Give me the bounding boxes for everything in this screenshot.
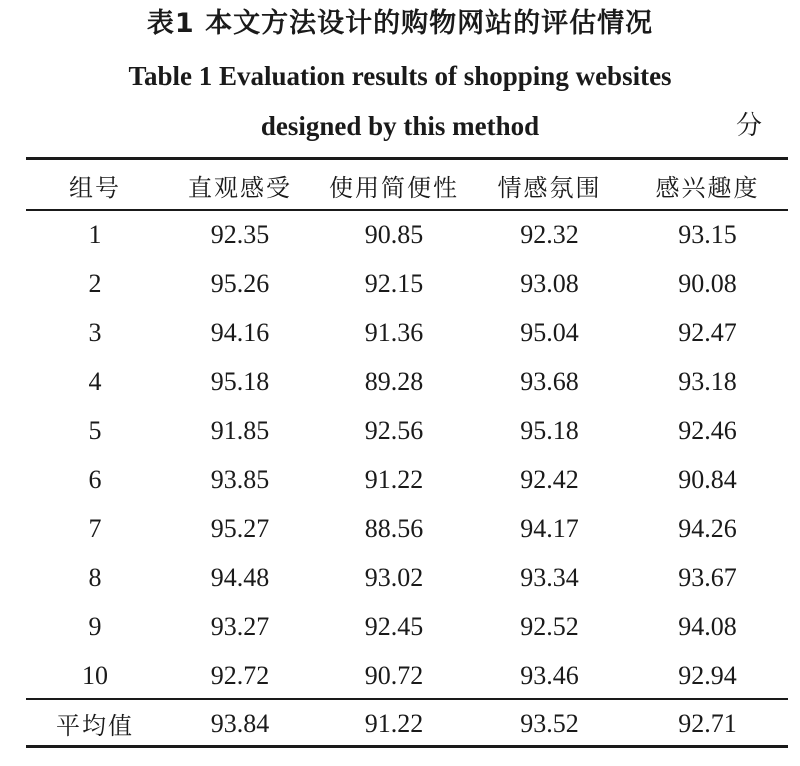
cell-ease: 92.56 bbox=[364, 415, 424, 445]
average-intuitive: 93.84 bbox=[210, 708, 270, 738]
cell-emotion: 93.68 bbox=[520, 366, 579, 396]
header-ease-of-use: 使用简便性 bbox=[329, 173, 459, 202]
cell-group: 6 bbox=[88, 464, 102, 494]
header-interest-level: 感兴趣度 bbox=[655, 173, 760, 202]
cell-ease: 92.45 bbox=[364, 611, 424, 641]
evaluation-table bbox=[26, 160, 788, 747]
cell-group: 7 bbox=[88, 513, 102, 543]
cell-emotion: 94.17 bbox=[520, 513, 579, 543]
cell-group: 1 bbox=[88, 219, 102, 249]
cell-interest: 94.26 bbox=[678, 513, 737, 543]
cell-group: 3 bbox=[88, 317, 102, 347]
table-row bbox=[26, 504, 788, 553]
table-title-chinese: 表1 本文方法设计的购物网站的评估情况 bbox=[146, 8, 654, 39]
cell-intuitive: 91.85 bbox=[210, 415, 270, 445]
cell-emotion: 95.04 bbox=[520, 317, 579, 347]
table-row bbox=[26, 406, 788, 455]
cell-intuitive: 93.27 bbox=[210, 611, 270, 641]
cell-ease: 90.72 bbox=[364, 660, 424, 690]
cell-ease: 89.28 bbox=[364, 366, 424, 396]
cell-emotion: 92.42 bbox=[520, 464, 579, 494]
cell-intuitive: 93.85 bbox=[210, 464, 270, 494]
cell-interest: 93.18 bbox=[678, 366, 737, 396]
cell-ease: 92.15 bbox=[364, 268, 424, 298]
header-row bbox=[26, 160, 788, 210]
cell-emotion: 93.08 bbox=[520, 268, 579, 298]
cell-ease: 88.56 bbox=[364, 513, 424, 543]
cell-interest: 92.46 bbox=[678, 415, 737, 445]
cell-emotion: 95.18 bbox=[520, 415, 579, 445]
cell-interest: 94.08 bbox=[678, 611, 737, 641]
cell-emotion: 93.46 bbox=[520, 660, 579, 690]
table-row bbox=[26, 308, 788, 357]
cell-intuitive: 95.18 bbox=[210, 366, 270, 396]
cell-group: 8 bbox=[88, 562, 102, 592]
cell-group: 10 bbox=[82, 660, 108, 690]
header-group-number: 组号 bbox=[69, 173, 121, 202]
cell-intuitive: 92.72 bbox=[210, 660, 270, 690]
average-label: 平均值 bbox=[56, 712, 134, 740]
cell-group: 5 bbox=[88, 415, 102, 445]
cell-intuitive: 94.48 bbox=[210, 562, 270, 592]
table-title-english-line1: Table 1 Evaluation results of shopping websites bbox=[128, 61, 672, 91]
average-interest: 92.71 bbox=[678, 708, 737, 738]
cell-group: 2 bbox=[88, 268, 102, 298]
cell-group: 4 bbox=[88, 366, 102, 396]
table-row bbox=[26, 553, 788, 602]
cell-emotion: 92.52 bbox=[520, 611, 579, 641]
header-emotional-atmosphere: 情感氛围 bbox=[497, 173, 602, 202]
table-row bbox=[26, 651, 788, 700]
table-row bbox=[26, 210, 788, 259]
cell-interest: 92.47 bbox=[678, 317, 737, 347]
cell-intuitive: 94.16 bbox=[210, 317, 270, 347]
unit-label: 分 bbox=[735, 111, 762, 141]
cell-interest: 90.08 bbox=[678, 268, 737, 298]
cell-interest: 93.67 bbox=[678, 562, 737, 592]
cell-interest: 92.94 bbox=[678, 660, 737, 690]
cell-ease: 93.02 bbox=[364, 562, 424, 592]
table-row bbox=[26, 602, 788, 651]
table-row bbox=[26, 259, 788, 308]
average-ease: 91.22 bbox=[364, 708, 424, 738]
table-title-english-line2: designed by this method bbox=[260, 111, 540, 141]
cell-interest: 93.15 bbox=[678, 219, 737, 249]
cell-emotion: 92.32 bbox=[520, 219, 579, 249]
cell-intuitive: 95.26 bbox=[210, 268, 270, 298]
cell-interest: 90.84 bbox=[678, 464, 737, 494]
cell-intuitive: 92.35 bbox=[210, 219, 270, 249]
cell-intuitive: 95.27 bbox=[210, 513, 270, 543]
cell-ease: 91.22 bbox=[364, 464, 424, 494]
cell-group: 9 bbox=[88, 611, 102, 641]
header-intuitive-feeling: 直观感受 bbox=[188, 173, 292, 202]
table-row bbox=[26, 455, 788, 504]
cell-ease: 91.36 bbox=[364, 317, 424, 347]
cell-ease: 90.85 bbox=[364, 219, 424, 249]
cell-emotion: 93.34 bbox=[520, 562, 579, 592]
average-emotion: 93.52 bbox=[520, 708, 579, 738]
average-row bbox=[26, 700, 788, 747]
table-row bbox=[26, 357, 788, 406]
